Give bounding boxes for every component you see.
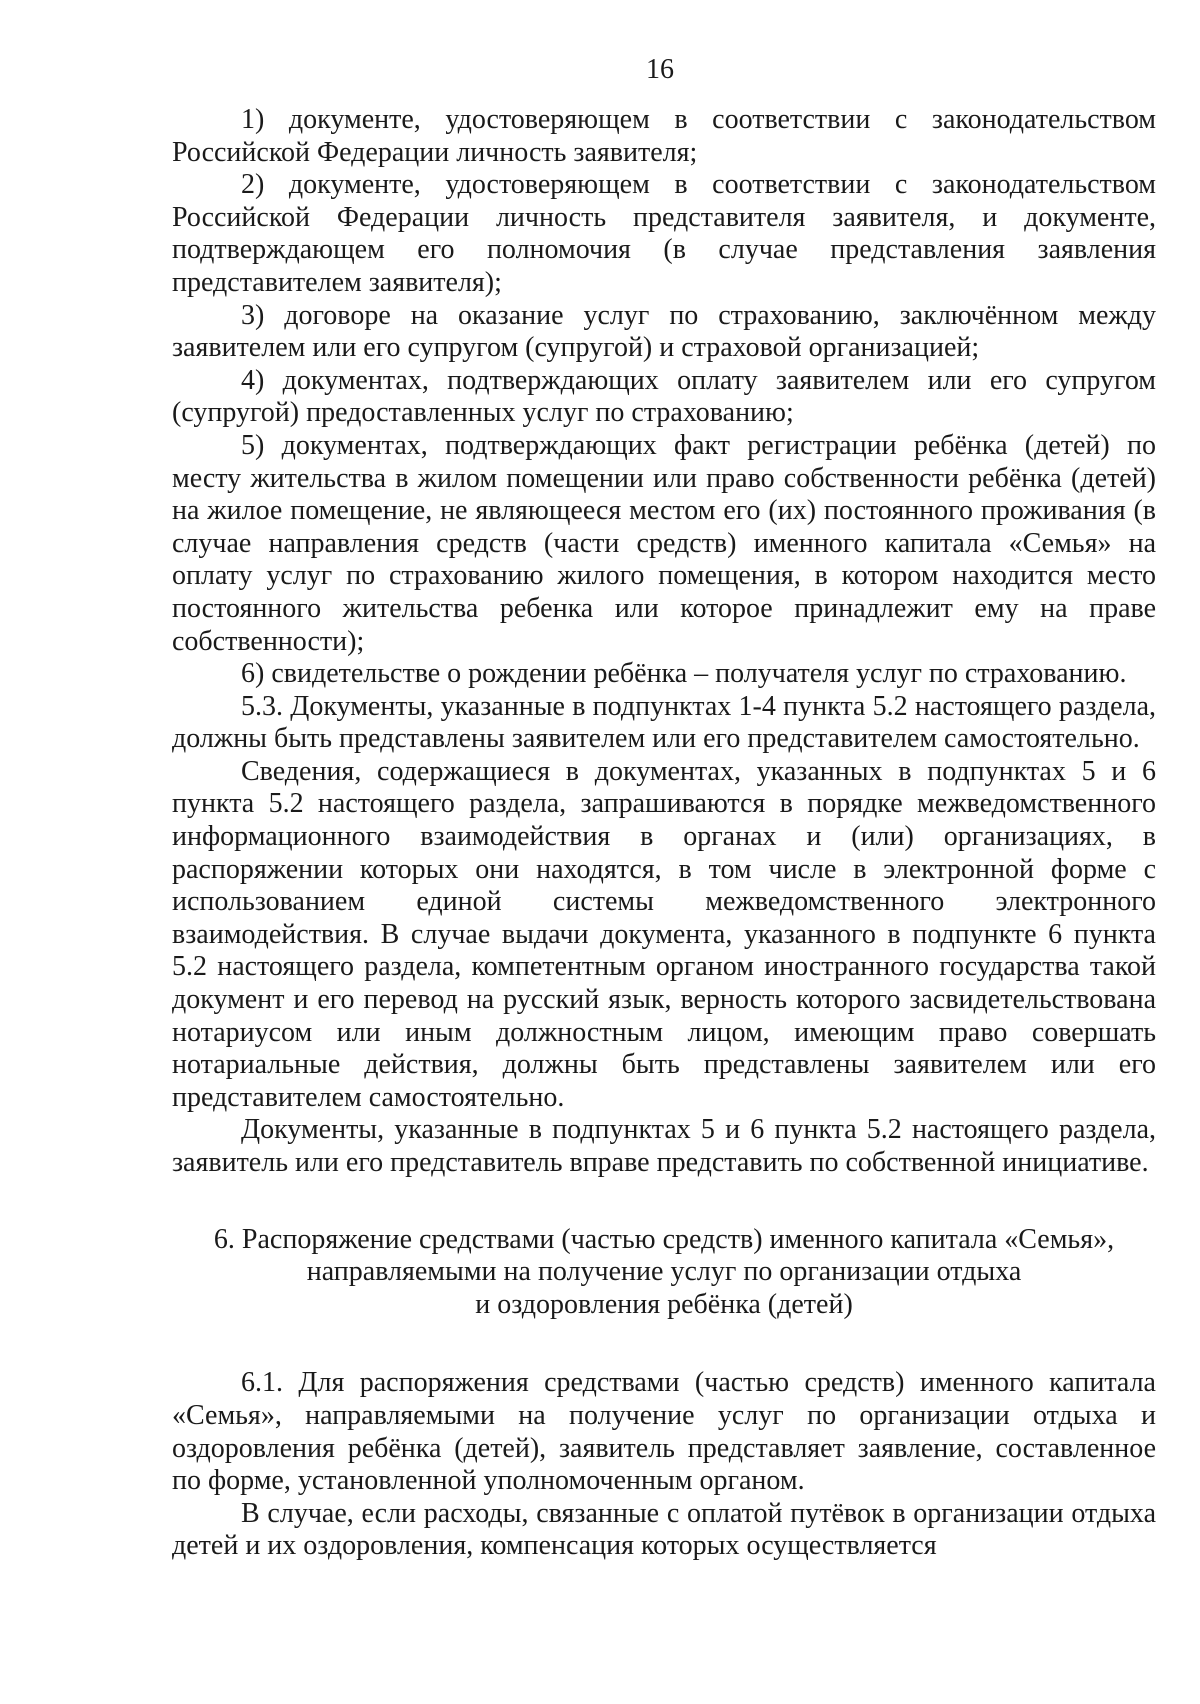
- section-heading-line-1: 6. Распоряжение средствами (частью средств) именного капитала «Семья»,: [213, 1223, 1115, 1255]
- list-item-6: 6) свидетельстве о рождении ребёнка – получателя услуг по страхованию.: [241, 658, 1127, 690]
- list-item-5: 5) документах, подтверждающих факт регистрации ребёнка (детей) по месту жительства в жилом помещении или право собственности ребёнка (детей) на жилое помещение, не являющееся местом его (их) постоянного проживания (в случае направления средств (части средств) именного капитала «Семья» на оплату услуг по страхованию жилого помещения, в котором находится место постоянного жительства ребенка или которое принадлежит ему на праве собственности);: [172, 429, 1156, 657]
- list-item-1: 1) документе, удостоверяющем в соответствии с законодательством Российской Федерации личность заявителя;: [172, 104, 1156, 168]
- clause-6-1-continuation: В случае, если расходы, связанные с оплатой путёвок в организации отдыха детей и их оздоровления, компенсация которых осуществляется: [172, 1497, 1156, 1562]
- clause-6-1: 6.1. Для распоряжения средствами (частью средств) именного капитала «Семья», направляемыми на получение услуг по организации отдыха и оздоровления ребёнка (детей), заявитель представляет заявление, составленное по форме, установленной уполномоченным органом.: [172, 1367, 1156, 1497]
- section-heading-line-2: направляемыми на получение услуг по организации отдыха: [306, 1256, 1022, 1288]
- section-6-heading: [172, 1224, 1156, 1322]
- list-item-3: 3) договоре на оказание услуг по страхованию, заключённом между заявителем или его супругом (супругой) и страховой организацией;: [172, 299, 1156, 364]
- clause-5-3: 5.3. Документы, указанные в подпунктах 1-4 пункта 5.2 настоящего раздела, должны быть представлены заявителем или его представителем самостоятельно.: [172, 690, 1156, 755]
- page-number: 16: [646, 54, 674, 85]
- section-heading-line-3: и оздоровления ребёнка (детей): [475, 1288, 853, 1320]
- document-body: [172, 104, 1156, 1563]
- clause-5-3-own-initiative: Документы, указанные в подпунктах 5 и 6 пункта 5.2 настоящего раздела, заявитель или его представитель вправе представить по собственной инициативе.: [172, 1114, 1156, 1178]
- list-item-2: 2) документе, удостоверяющем в соответствии с законодательством Российской Федерации личность представителя заявителя, и документе, подтверждающем его полномочия (в случае представления заявления представителем заявителя);: [172, 169, 1156, 298]
- clause-5-3-info-request: Сведения, содержащиеся в документах, указанных в подпунктах 5 и 6 пункта 5.2 настоящего раздела, запрашиваются в порядке межведомственного информационного взаимодействия в органах и (или) организациях, в распоряжении которых они находятся, в том числе в электронной форме с использованием единой системы межведомственного электронного взаимодействия. В случае выдачи документа, указанного в подпункте 6 пункта 5.2 настоящего раздела, компетентным органом иностранного государства такой документ и его перевод на русский язык, верность которого засвидетельствована нотариусом или иным должностным лицом, имеющим право совершать нотариальные действия, должны быть представлены заявителем или его представителем самостоятельно.: [172, 755, 1156, 1113]
- list-item-4: 4) документах, подтверждающих оплату заявителем или его супругом (супругой) предоставленных услуг по страхованию;: [172, 364, 1156, 429]
